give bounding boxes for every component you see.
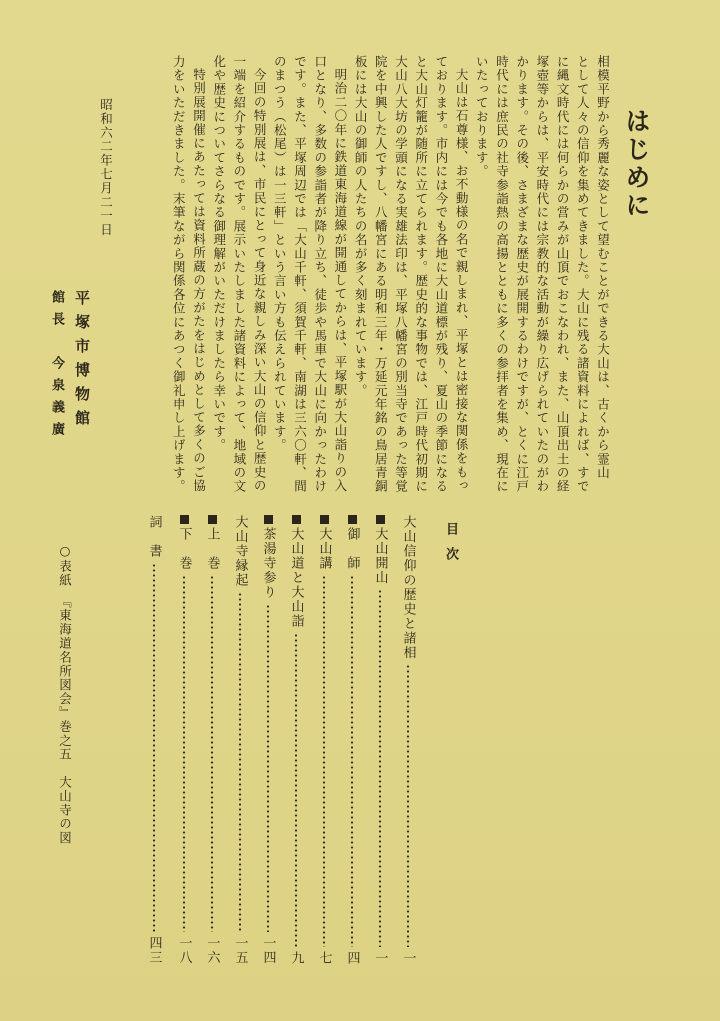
preface-line: 塚壺等からは、平安時代には宗教的な活動が繰り広げられていたのがわ (534, 55, 550, 494)
contents-entry-title: 茶湯寺参り (260, 527, 276, 600)
contents-entry-title: 大山寺縁起 (232, 515, 248, 588)
dot-leader (323, 575, 325, 947)
preface-line: 時代には庶民の社寺参詣熱の高揚とともに多くの参拝者を集め、現在に (494, 55, 510, 494)
preface-line: 板には大山の御師の人たちの名が多く刻まれています。 (353, 55, 369, 398)
square-bullet-icon (320, 515, 329, 524)
contents-entry-page: 一六 (204, 936, 220, 965)
preface-line: 大山八大坊の学頭になる実雄法印は、平塚八幡宮の別当寺であった等覚 (393, 55, 409, 494)
contents-entry-title: 大山信仰の歴史と諸相 (400, 515, 416, 660)
contents-entry-page: 一四 (260, 936, 276, 965)
preface-line: 明治二〇年に鉄道東海道線が開通してからは、平塚駅が大山詣りの入 (332, 68, 348, 493)
preface-line: ております。市内には今でも各地に大山道標が残り、夏山の季節になる (433, 55, 449, 494)
square-bullet-icon (376, 515, 385, 524)
contents-entry-page: 一 (372, 950, 388, 965)
contents-entry (232, 515, 248, 965)
contents-entry (344, 515, 360, 965)
contents-entry (400, 515, 416, 965)
dot-leader (239, 592, 241, 933)
contents-entry-page: 九 (288, 950, 304, 965)
square-bullet-icon (292, 515, 301, 524)
contents-entry-title: 上 巻 (204, 527, 220, 571)
contents-entry (288, 515, 304, 965)
dot-leader (183, 575, 185, 933)
dot-leader (267, 604, 269, 933)
preface-line: 院を中興した人ですし、八幡宮にある明和三年・万延元年銘の鳥居青銅 (373, 55, 389, 494)
square-bullet-icon (264, 515, 273, 524)
dot-leader (295, 633, 297, 947)
preface-line: いたっております。 (474, 55, 490, 179)
contents-entry (204, 515, 220, 965)
preface-date: 昭和六二年七月二一日 (98, 98, 114, 237)
square-bullet-icon (208, 515, 217, 524)
square-bullet-icon (180, 515, 189, 524)
dot-leader (407, 664, 409, 947)
dot-leader (153, 563, 155, 933)
dot-leader (211, 575, 213, 933)
contents-entry-page: 一八 (176, 936, 192, 965)
square-bullet-icon (348, 515, 357, 524)
contents-entry-page: 四三 (146, 936, 162, 965)
preface-line: 口となり、多数の参詣者が降り立ち、徒歩や馬車で大山に向かったわけ (312, 55, 328, 494)
contents-entry (260, 515, 276, 965)
contents-entry (372, 515, 388, 965)
dot-leader (379, 589, 381, 947)
director-name: 館長 今泉義廣 (49, 290, 64, 444)
contents-entry-page: 七 (316, 950, 332, 965)
preface-line: と大山灯籠が随所に立てられます。歴史的な事物では、江戸時代初期に (413, 55, 429, 494)
preface-line: 今回の特別展は、市民にとって身近な親しみ深い大山の信仰と歴史の (252, 68, 268, 493)
preface-line: 一端を紹介するものです。展示いたしました諸資料によって、地域の文 (231, 55, 247, 494)
contents-heading: 目次 (443, 522, 458, 572)
contents-entry (146, 515, 162, 965)
preface-line: かります。その後、さまざまな歴史が展開するわけですが、とくに江戸 (514, 55, 530, 494)
preface-line: 特別展開催にあたっては資料所蔵の方がたをはじめとして多くのご協 (191, 68, 207, 493)
preface-title: はじめに (622, 108, 651, 220)
preface-line: 化や歴史についてさらなる御理解がいただけましたら幸いです。 (211, 55, 227, 453)
dot-leader (351, 575, 353, 947)
preface-line: 相模平野から秀麗な姿として望むことができる大山は、古くから霊山 (595, 55, 611, 480)
cover-note: ○表紙 『東海道名所図会』巻之五 大山寺の図 (57, 543, 73, 846)
contents-entry-title: 大山開山 (372, 527, 388, 585)
contents-entry-title: 詞 書 (146, 515, 162, 559)
contents-entry-title: 下 巻 (176, 527, 192, 571)
preface-line: 力をいただきました。末筆ながら関係各位にあつく御礼申し上げます。 (171, 55, 187, 494)
contents-entry-title: 大山講 (316, 527, 332, 571)
preface-line: に縄文時代には何らかの営みが山頂でおこなわれ、また、山頂出土の経 (555, 55, 571, 494)
museum-name: 平塚市博物館 (73, 290, 91, 434)
contents-entry (176, 515, 192, 965)
contents-entry-title: 大山道と大山詣 (288, 527, 304, 629)
contents-entry-page: 一 (400, 950, 416, 965)
preface-line: として人々の信仰を集めてきました。大山に残る諸資料によれば、すで (575, 55, 591, 494)
preface-line: 大山は石尊様、お不動様の名で親しまれ、平塚とは密接な関係をもっ (454, 68, 470, 493)
contents-entry-page: 一五 (232, 936, 248, 965)
preface-line: のまつう（松尾）は一三軒」という言い方も伝えられています。 (272, 55, 288, 453)
contents-entry (316, 515, 332, 965)
contents-entry-page: 四 (344, 950, 360, 965)
contents-entry-title: 御 師 (344, 527, 360, 571)
preface-line: です。また、平塚周辺では「大山千軒、須賀千軒、南湖は三六〇軒、間 (292, 55, 308, 494)
